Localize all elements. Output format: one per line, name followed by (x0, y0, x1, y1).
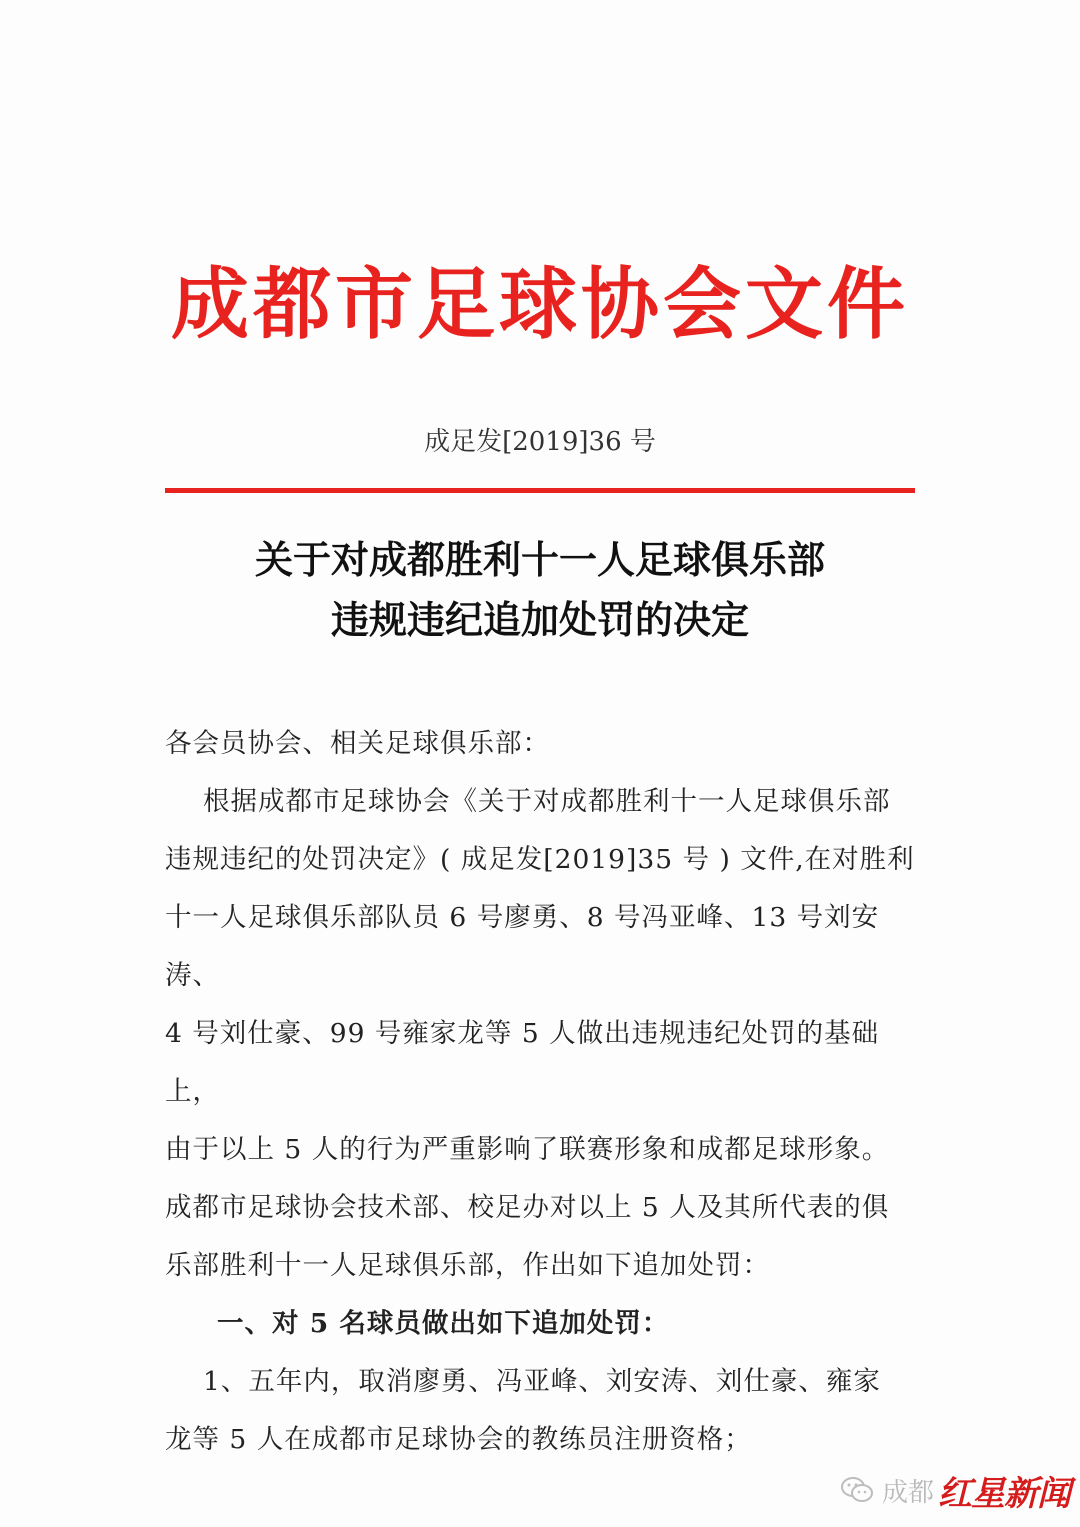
red-divider-line (165, 488, 915, 493)
paragraph-line: 乐部胜利十一人足球俱乐部，作出如下追加处罚： (165, 1250, 770, 1281)
paragraph-line: 成都市足球协会技术部、校足办对以上 5 人及其所代表的俱 (165, 1192, 890, 1223)
paragraph-line: 由于以上 5 人的行为严重影响了联赛形象和成都足球形象。 (165, 1134, 890, 1165)
paragraph-line: 违规违纪的处罚决定》( 成足发[2019]35 号 ) 文件,在对胜利 (165, 844, 915, 875)
document-body (165, 715, 925, 1469)
item-line: 1、五年内，取消廖勇、冯亚峰、刘安涛、刘仕豪、雍家 (203, 1366, 881, 1397)
watermark (840, 1465, 1070, 1515)
subject-line-2: 违规违纪追加处罚的决定 (330, 597, 749, 642)
paragraph-line: 根据成都市足球协会《关于对成都胜利十一人足球俱乐部 (203, 786, 891, 817)
salutation: 各会员协会、相关足球俱乐部： (165, 728, 550, 759)
paragraph-line: 4 号刘仕豪、99 号雍家龙等 5 人做出违规违纪处罚的基础上， (165, 1018, 880, 1107)
subject-line-1: 关于对成都胜利十一人足球俱乐部 (254, 537, 825, 582)
document-number: 成足发[2019]36 号 (424, 427, 656, 457)
document-subject (0, 530, 1080, 650)
watermark-source: 成都 (881, 1477, 934, 1508)
paragraph-line: 十一人足球俱乐部队员 6 号廖勇、8 号冯亚峰、13 号刘安涛、 (165, 902, 880, 991)
document-header-title: 成都市足球协会文件 (170, 260, 909, 350)
section-heading: 一、对 5 名球员做出如下追加处罚： (217, 1308, 670, 1339)
item-line: 龙等 5 人在成都市足球协会的教练员注册资格； (165, 1424, 752, 1455)
watermark-brand: 红星新闻 (938, 1473, 1070, 1514)
wechat-icon (840, 1475, 874, 1505)
